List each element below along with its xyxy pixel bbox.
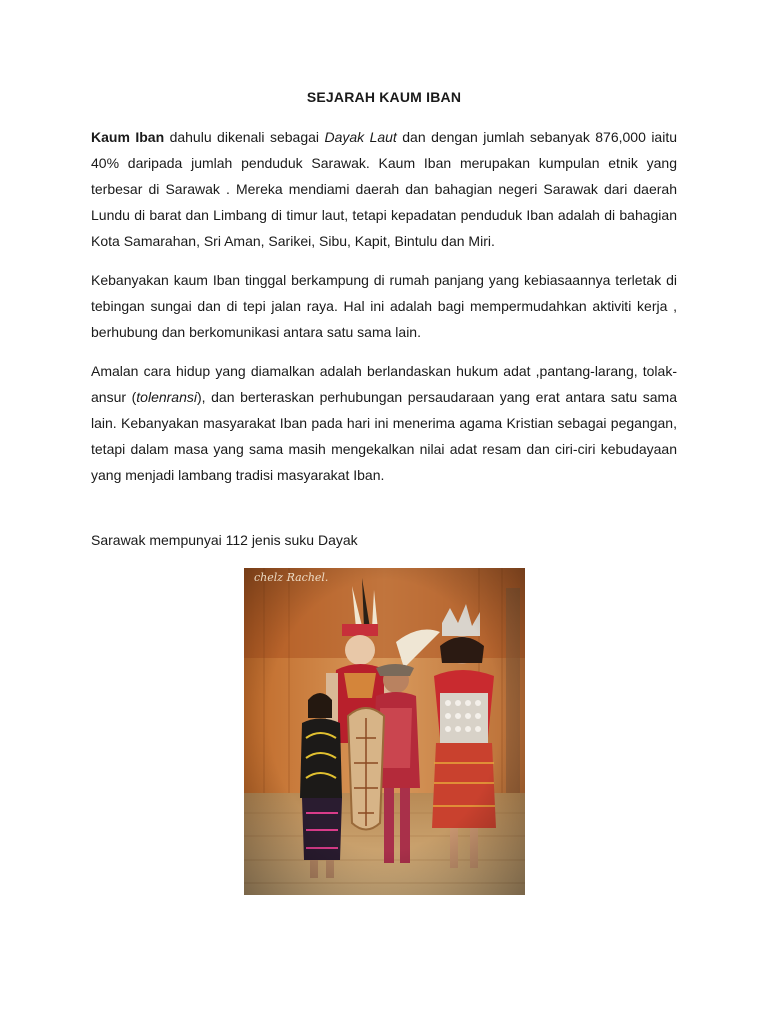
paragraph-1 — [91, 124, 677, 254]
paragraph-3-text-a: Amalan cara hidup yang diamalkan adalah berlandaskan hukum adat ,pantang-larang, tolak-ansur ( — [91, 363, 677, 405]
page-title: SEJARAH KAUM IBAN — [306, 89, 462, 105]
paragraph-1-text-a: dahulu dikenali sebagai — [164, 129, 325, 145]
paragraph-3 — [91, 358, 677, 488]
paragraph-2: Kebanyakan kaum Iban tinggal berkampung di rumah panjang yang kebiasaannya terletak di tebingan sungai dan di tepi jalan raya. Hal ini adalah bagi mempermudahkan aktiviti kerja , berhubung dan berkomunikasi antara satu sama lain. — [91, 272, 677, 340]
paragraph-3-text-b: ), dan berteraskan perhubungan persaudaraan yang erat antara satu sama lain. Kebanyakan masyarakat Iban pada hari ini menerima agama Kristian sebagai pegangan, tetapi dalam masa yang sama masih mengekalkan nilai adat resam dan ciri-ciri kebudayaan yang menjadi lambang tradisi masyarakat Iban. — [91, 389, 677, 483]
iban-family-photo — [244, 568, 525, 895]
italic-term: tolenransi — [136, 389, 197, 405]
bold-lead: Kaum Iban — [91, 129, 165, 145]
photo-watermark: chelz Rachel. — [254, 571, 329, 584]
photo-illustration — [244, 568, 525, 895]
paragraph-4: Sarawak mempunyai 112 jenis suku Dayak — [91, 532, 358, 548]
paragraph-1-text-b: dan dengan jumlah sebanyak 876,000 iaitu 40% daripada jumlah penduduk Sarawak. Kaum Iban merupakan kumpulan etnik yang terbesar di Sarawak . Mereka mendiami daerah dan bahagian negeri Sarawak dari daerah Lundu di barat dan Limbang di timur laut, tetapi kepadatan penduduk Iban adalah di bahagian Kota Samarahan, Sri Aman, Sarikei, Sibu, Kapit, Bintulu dan Miri. — [91, 129, 677, 249]
italic-term: Dayak Laut — [324, 129, 397, 145]
